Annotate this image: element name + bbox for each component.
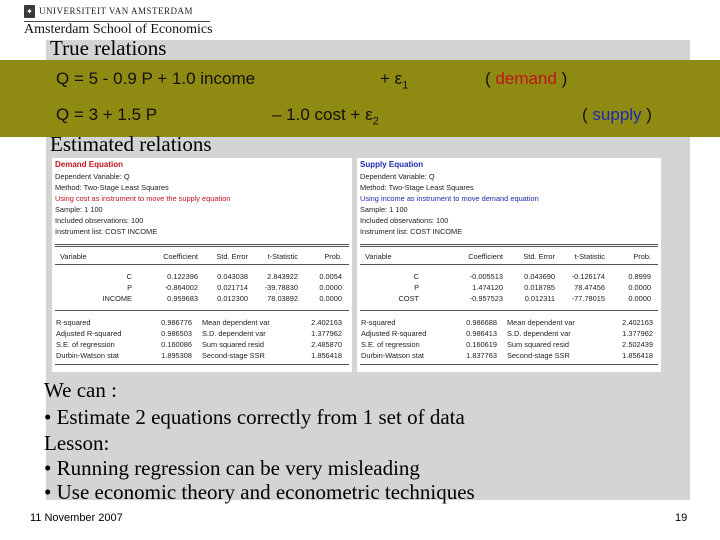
table-cell: 1.474120 bbox=[472, 283, 503, 292]
supply-equation-lhs: Q = 3 + 1.5 P bbox=[56, 105, 158, 124]
stat-label: Durbin-Watson stat bbox=[56, 351, 119, 360]
table-cell: -0.864002 bbox=[164, 283, 198, 292]
meta-line: Method: Two-Stage Least Squares bbox=[360, 183, 474, 192]
stat-label: Second-stage SSR bbox=[507, 351, 570, 360]
stat-value: 0.986413 bbox=[466, 329, 497, 338]
meta-line: Method: Two-Stage Least Squares bbox=[55, 183, 169, 192]
meta-line: Included observations: 100 bbox=[55, 216, 144, 225]
heading-estimated-relations: Estimated relations bbox=[50, 132, 212, 156]
demand-equation-error: + $\varepsilon_1$ bbox=[380, 69, 409, 92]
stat-label: Durbin-Watson stat bbox=[361, 351, 424, 360]
table-cell: 0.043690 bbox=[524, 272, 555, 281]
stat-value: 1.856418 bbox=[311, 351, 342, 360]
stat-label: S.D. dependent var bbox=[507, 329, 571, 338]
stat-value: 1.856418 bbox=[622, 351, 653, 360]
table-cell: 78.03892 bbox=[267, 294, 298, 303]
table-cell: 0.012311 bbox=[524, 294, 555, 303]
table-divider bbox=[360, 364, 658, 365]
meta-line: Sample: 1 100 bbox=[55, 205, 103, 214]
table-cell: P bbox=[414, 283, 419, 292]
table-cell: 0.0000 bbox=[628, 294, 651, 303]
table-cell: C bbox=[126, 272, 132, 281]
demand-label: demand bbox=[495, 69, 557, 88]
table-cell: -39.78830 bbox=[264, 283, 298, 292]
demand-equation-lhs: Q = 5 - 0.9 P + 1.0 income bbox=[56, 69, 256, 88]
table-cell: 0.959683 bbox=[167, 294, 198, 303]
column-header: Std. Error bbox=[216, 252, 248, 261]
stat-value: 0.160086 bbox=[161, 340, 192, 349]
table-cell: 0.043038 bbox=[217, 272, 248, 281]
table-divider bbox=[360, 244, 658, 245]
text-we-can: We can : bbox=[44, 378, 117, 402]
table-cell: COST bbox=[398, 294, 419, 303]
stat-value: 1.377962 bbox=[622, 329, 653, 338]
meta-line: Dependent Variable: Q bbox=[360, 172, 435, 181]
demand-tag: ( demand ) bbox=[485, 69, 568, 88]
demand-output-title: Demand Equation bbox=[55, 160, 124, 169]
table-divider bbox=[360, 264, 658, 265]
column-header: t-Statistic bbox=[267, 252, 298, 261]
stat-value: 2.502439 bbox=[622, 340, 653, 349]
stat-value: 2.402163 bbox=[622, 318, 653, 327]
demand-regression-output bbox=[52, 158, 352, 372]
meta-line: Included observations: 100 bbox=[360, 216, 449, 225]
supply-label: supply bbox=[592, 105, 642, 124]
supply-tag: ( supply ) bbox=[582, 105, 652, 124]
table-divider bbox=[55, 246, 349, 247]
stat-value: 0.986503 bbox=[161, 329, 192, 338]
stat-label: Sum squared resid bbox=[202, 340, 265, 349]
stat-label: R-squared bbox=[361, 318, 396, 327]
table-cell: 0.0000 bbox=[628, 283, 651, 292]
meta-line: Sample: 1 100 bbox=[360, 205, 408, 214]
table-cell: 2.843922 bbox=[267, 272, 298, 281]
stat-label: S.E. of regression bbox=[56, 340, 115, 349]
table-cell: C bbox=[413, 272, 419, 281]
stat-value: 1.837763 bbox=[466, 351, 497, 360]
table-cell: P bbox=[127, 283, 132, 292]
table-cell: 0.012300 bbox=[217, 294, 248, 303]
table-cell: 78.47456 bbox=[574, 283, 605, 292]
table-cell: -0.957523 bbox=[469, 294, 503, 303]
meta-line-instrument-note: Using income as instrument to move demand equation bbox=[360, 194, 539, 203]
table-cell: 0.021714 bbox=[217, 283, 248, 292]
column-header: Variable bbox=[60, 252, 87, 261]
supply-regression-output bbox=[357, 158, 661, 372]
bullet-item: • Running regression can be very misleading bbox=[44, 456, 420, 480]
table-cell: 0.0000 bbox=[319, 294, 342, 303]
footer-date: 11 November 2007 bbox=[30, 512, 123, 524]
meta-line: Dependent Variable: Q bbox=[55, 172, 130, 181]
page-number: 19 bbox=[675, 512, 688, 524]
logo-school-name: Amsterdam School of Economics bbox=[24, 22, 213, 37]
column-header: t-Statistic bbox=[574, 252, 605, 261]
table-cell: -0.005513 bbox=[469, 272, 503, 281]
supply-equation-cost: – 1.0 $\cos t + \varepsilon_2$ bbox=[272, 105, 379, 128]
stat-value: 1.895308 bbox=[161, 351, 192, 360]
column-header: Prob. bbox=[633, 252, 651, 261]
stat-value: 1.377962 bbox=[311, 329, 342, 338]
text-lesson: Lesson: bbox=[44, 431, 110, 455]
stat-label: S.D. dependent var bbox=[202, 329, 266, 338]
table-divider bbox=[55, 310, 349, 311]
stat-value: 2.485870 bbox=[311, 340, 342, 349]
table-cell: INCOME bbox=[102, 294, 132, 303]
stat-label: S.E. of regression bbox=[361, 340, 420, 349]
table-cell: 0.018785 bbox=[524, 283, 555, 292]
table-divider bbox=[55, 264, 349, 265]
stat-value: 0.160619 bbox=[466, 340, 497, 349]
stat-label: Second-stage SSR bbox=[202, 351, 265, 360]
stat-value: 0.986688 bbox=[466, 318, 497, 327]
table-cell: 0.122396 bbox=[167, 272, 198, 281]
logo-university-name: UNIVERSITEIT VAN AMSTERDAM bbox=[39, 6, 194, 16]
meta-line-instrument-note: Using cost as instrument to move the supply equation bbox=[55, 194, 231, 203]
table-divider bbox=[55, 244, 349, 245]
table-cell: -77.78015 bbox=[571, 294, 605, 303]
column-header: Variable bbox=[365, 252, 392, 261]
table-cell: 0.8999 bbox=[628, 272, 651, 281]
university-seal-icon: ✦ bbox=[24, 5, 35, 18]
stat-label: Mean dependent var bbox=[507, 318, 575, 327]
heading-true-relations: True relations bbox=[50, 36, 167, 60]
column-header: Std. Error bbox=[523, 252, 555, 261]
meta-line: Instrument list: COST INCOME bbox=[55, 227, 158, 236]
bullet-item: • Use economic theory and econometric techniques bbox=[44, 480, 475, 504]
stat-label: Sum squared resid bbox=[507, 340, 570, 349]
table-cell: -0.126174 bbox=[571, 272, 605, 281]
supply-output-title: Supply Equation bbox=[360, 160, 424, 169]
stat-label: Mean dependent var bbox=[202, 318, 270, 327]
column-header: Prob. bbox=[324, 252, 342, 261]
stat-value: 2.402163 bbox=[311, 318, 342, 327]
table-cell: 0.0000 bbox=[319, 283, 342, 292]
table-divider bbox=[360, 246, 658, 247]
bullet-item: • Estimate 2 equations correctly from 1 set of data bbox=[44, 405, 465, 429]
column-header: Coefficient bbox=[163, 252, 198, 261]
stat-label: Adjusted R-squared bbox=[56, 329, 122, 338]
table-divider bbox=[360, 310, 658, 311]
stat-label: Adjusted R-squared bbox=[361, 329, 427, 338]
university-logo bbox=[24, 5, 224, 39]
meta-line: Instrument list: COST INCOME bbox=[360, 227, 463, 236]
stat-value: 0.986776 bbox=[161, 318, 192, 327]
table-cell: 0.0054 bbox=[319, 272, 342, 281]
stat-label: R-squared bbox=[56, 318, 91, 327]
table-divider bbox=[55, 364, 349, 365]
column-header: Coefficient bbox=[468, 252, 503, 261]
